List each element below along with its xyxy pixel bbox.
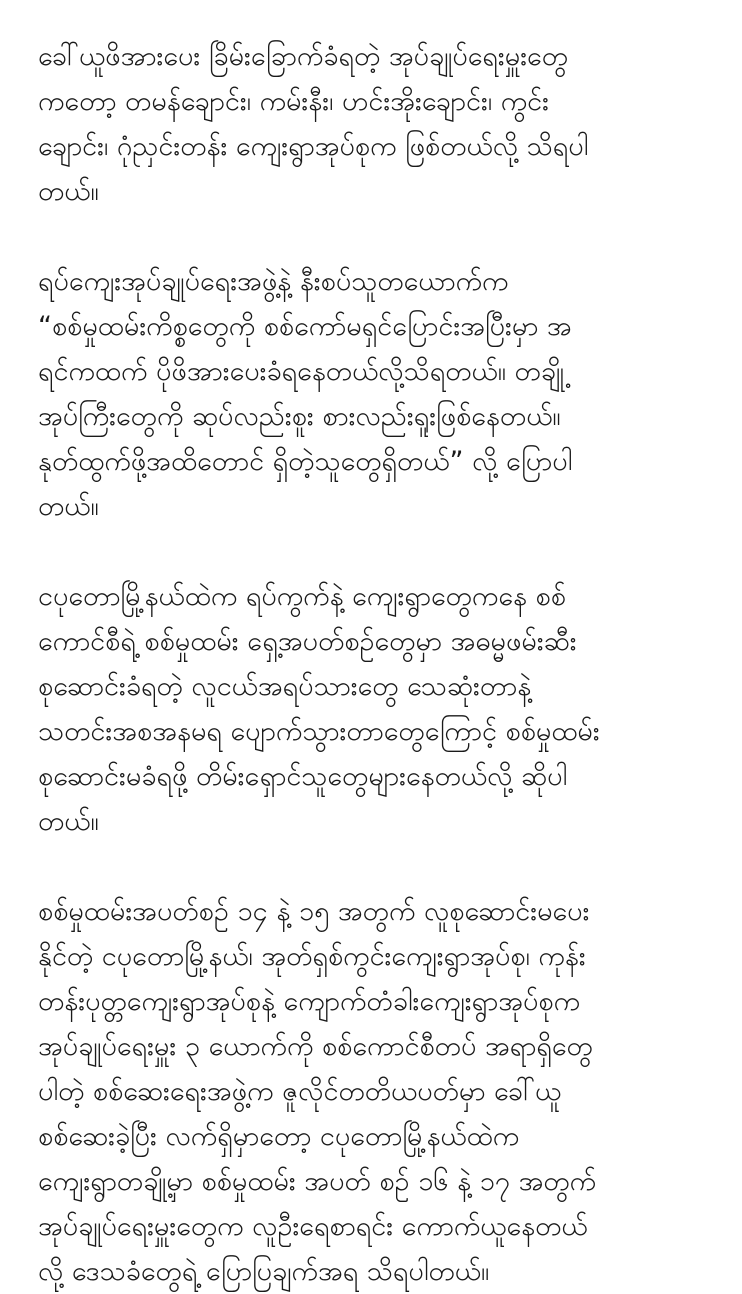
- text-line: ချောင်း၊ ဂုံညှင်းတန်း ကျေးရွာအုပ်စုက ဖြစ်တယ်လို့ သိရပါ: [38, 131, 589, 162]
- paragraph-3: [38, 574, 702, 844]
- text-line: ခေါ်ယူဖိအားပေး ခြိမ်းခြောက်ခံရတဲ့ အုပ်ချုပ်ရေးမှူးတွေ: [38, 41, 569, 72]
- text-line: တယ်။: [38, 491, 99, 522]
- text-line: သတင်းအစအနမရ ပျောက်သွားတာတွေကြောင့် စစ်မှုထမ်း: [38, 716, 600, 747]
- text-line: ကတော့ တမန်ချောင်း၊ ကမ်းနီး၊ ဟင်းအိုးချောင်း၊ ကွင်း: [38, 86, 549, 117]
- text-line: ငပုတောမြို့နယ်ထဲက ရပ်ကွက်နဲ့ ကျေးရွာတွေကနေ စစ်: [38, 581, 566, 612]
- text-line: အုပ်ကြီးတွေကို ဆုပ်လည်းစူး စားလည်းရူးဖြစ်နေတယ်။: [38, 401, 561, 432]
- text-line: တယ်။: [38, 176, 99, 207]
- text-line: ကျေးရွာတချို့မှာ စစ်မှုထမ်း အပတ် စဉ် ၁၆ နဲ့ ၁၇ အတွက်: [38, 1166, 597, 1197]
- text-line: အုပ်ချုပ်ရေးမှူး ၃ ယောက်ကို စစ်ကောင်စီတပ် အရာရှိတွေ: [38, 1031, 593, 1062]
- text-line: အုပ်ချုပ်ရေးမှူးတွေက လူဦးရေစာရင်း ကောက်ယူနေတယ်: [38, 1211, 588, 1242]
- text-line: စုဆောင်းမခံရဖို့ တိမ်းရှောင်သူတွေများနေတယ်လို့ ဆိုပါ: [38, 761, 568, 792]
- text-line: ရပ်ကျေးအုပ်ချုပ်ရေးအဖွဲ့နဲ့ နီးစပ်သူတယောက်က: [38, 266, 509, 297]
- text-line: ပါတဲ့ စစ်ဆေးရေးအဖွဲ့က ဇူလိုင်တတိယပတ်မှာ ခေါ်ယူ: [38, 1076, 562, 1107]
- paragraph-4: [38, 889, 702, 1294]
- text-line: ကောင်စီရဲ့ စစ်မှုထမ်း ရှေ့အပတ်စဉ်တွေမှာ အဓမ္မဖမ်းဆီး: [38, 626, 577, 657]
- text-line: ရင်ကထက် ပိုဖိအားပေးခံရနေတယ်လို့သိရတယ်။ တချို့: [38, 356, 565, 387]
- text-line: တန်းပုတ္တကျေးရွာအုပ်စုနဲ့ ကျောက်တံခါးကျေးရွာအုပ်စုက: [38, 986, 581, 1017]
- text-line: နုတ်ထွက်ဖို့အထိတောင် ရှိတဲ့သူတွေရှိတယ်” လို့ ပြောပါ: [38, 446, 573, 477]
- text-line: လို့ ဒေသခံတွေရဲ့ ပြောပြချက်အရ သိရပါတယ်။: [38, 1256, 490, 1287]
- text-line: စစ်ဆေးခဲ့ပြီး လက်ရှိမှာတော့ ငပုတောမြို့နယ်ထဲက: [38, 1121, 520, 1152]
- text-line: နိုင်တဲ့ ငပုတောမြို့နယ်၊ အုတ်ရှစ်ကွင်းကျေးရွာအုပ်စု၊ ကုန်း: [38, 941, 586, 972]
- paragraph-2: [38, 259, 702, 529]
- text-line: “စစ်မှုထမ်းကိစ္စတွေကို စစ်ကော်မရှင်ပြောင်းအပြီးမှာ အ: [38, 311, 572, 342]
- text-line: စုဆောင်းခံရတဲ့ လူငယ်အရပ်သားတွေ သေဆုံးတာနဲ့: [38, 671, 532, 702]
- text-line: စစ်မှုထမ်းအပတ်စဉ် ၁၄ နဲ့ ၁၅ အတွက် လူစုဆောင်းမပေး: [38, 896, 590, 927]
- text-line: တယ်။: [38, 806, 99, 837]
- paragraph-1: [38, 34, 702, 214]
